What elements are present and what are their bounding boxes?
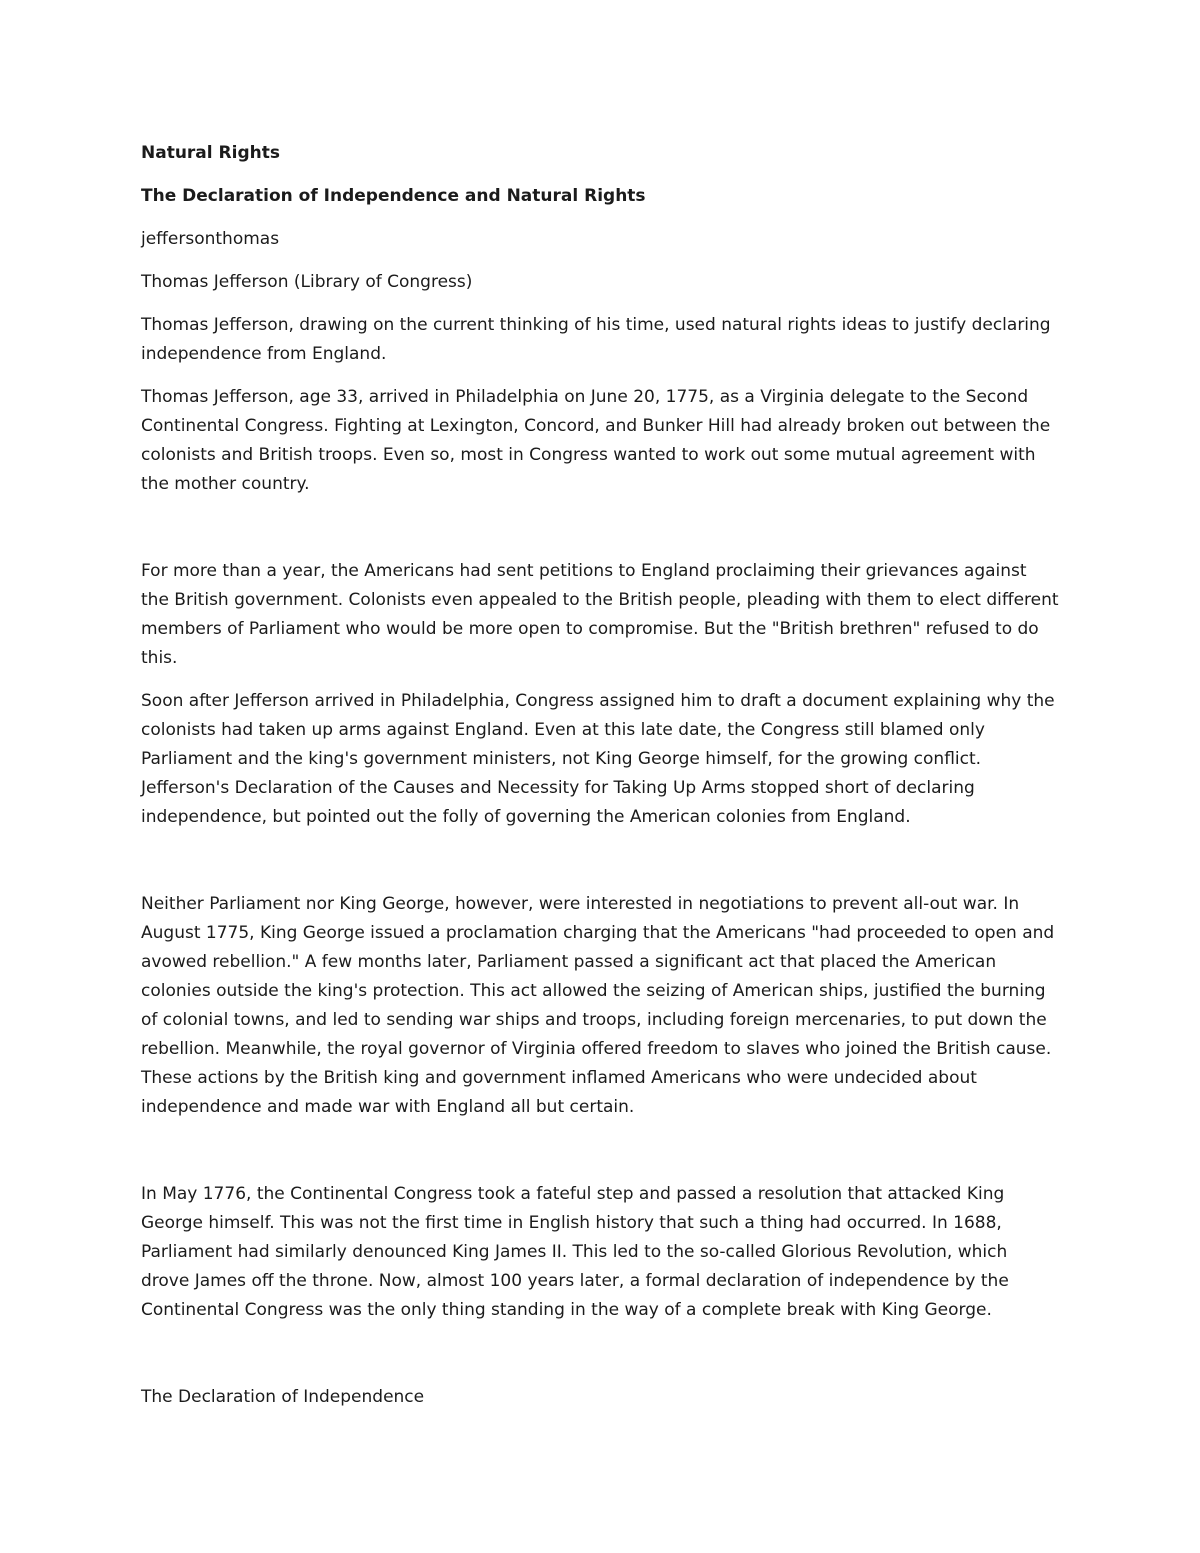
section-heading: The Declaration of Independence [141,1387,425,1407]
document-subtitle: The Declaration of Independence and Natural Rights [141,186,646,206]
body-paragraph: For more than a year, the Americans had sent petitions to England proclaiming their grievances against the British government. Colonists even appealed to the British people, pleading with them to elect different members of Parliament who would be more open to compromise. But the "British brethren" refused to do this. [141,561,1059,668]
body-paragraph: Neither Parliament nor King George, however, were interested in negotiations to prevent all-out war. In August 1775, King George issued a proclamation charging that the Americans "had proceeded to open and avowed rebellion." A few months later, Parliament passed a significant act that placed the American colonies outside the king's protection. This act allowed the seizing of American ships, justified the burning of colonial towns, and led to sending war ships and troops, including foreign mercenaries, to put down the rebellion. Meanwhile, the royal governor of Virginia offered freedom to slaves who joined the British cause. These actions by the British king and government inflamed Americans who were undecided about independence and made war with England all but certain. [141,894,1055,1117]
document-page [141,139,1059,1426]
intro-paragraph: Thomas Jefferson, drawing on the current thinking of his time, used natural rights ideas to justify declaring independence from England. [141,315,1051,364]
image-caption: Thomas Jefferson (Library of Congress) [141,272,473,292]
body-paragraph: Thomas Jefferson, age 33, arrived in Philadelphia on June 20, 1775, as a Virginia delegate to the Second Continental Congress. Fighting at Lexington, Concord, and Bunker Hill had already broken out between the colonists and British troops. Even so, most in Congress wanted to work out some mutual agreement with the mother country. [141,387,1051,494]
body-paragraph: In May 1776, the Continental Congress took a fateful step and passed a resolution that attacked King George himself. This was not the first time in English history that such a thing had occurred. In 1688, Parliament had similarly denounced King James II. This led to the so-called Glorious Revolution, which drove James off the throne. Now, almost 100 years later, a formal declaration of independence by the Continental Congress was the only thing standing in the way of a complete break with King George. [141,1184,1009,1320]
document-title: Natural Rights [141,143,280,163]
body-paragraph: Soon after Jefferson arrived in Philadelphia, Congress assigned him to draft a document explaining why the colonists had taken up arms against England. Even at this late date, the Congress still blamed only Parliament and the king's government ministers, not King George himself, for the growing conflict. Jefferson's Declaration of the Causes and Necessity for Taking Up Arms stopped short of declaring independence, but pointed out the folly of governing the American colonies from England. [141,691,1055,827]
image-alt-text: jeffersonthomas [141,229,280,249]
